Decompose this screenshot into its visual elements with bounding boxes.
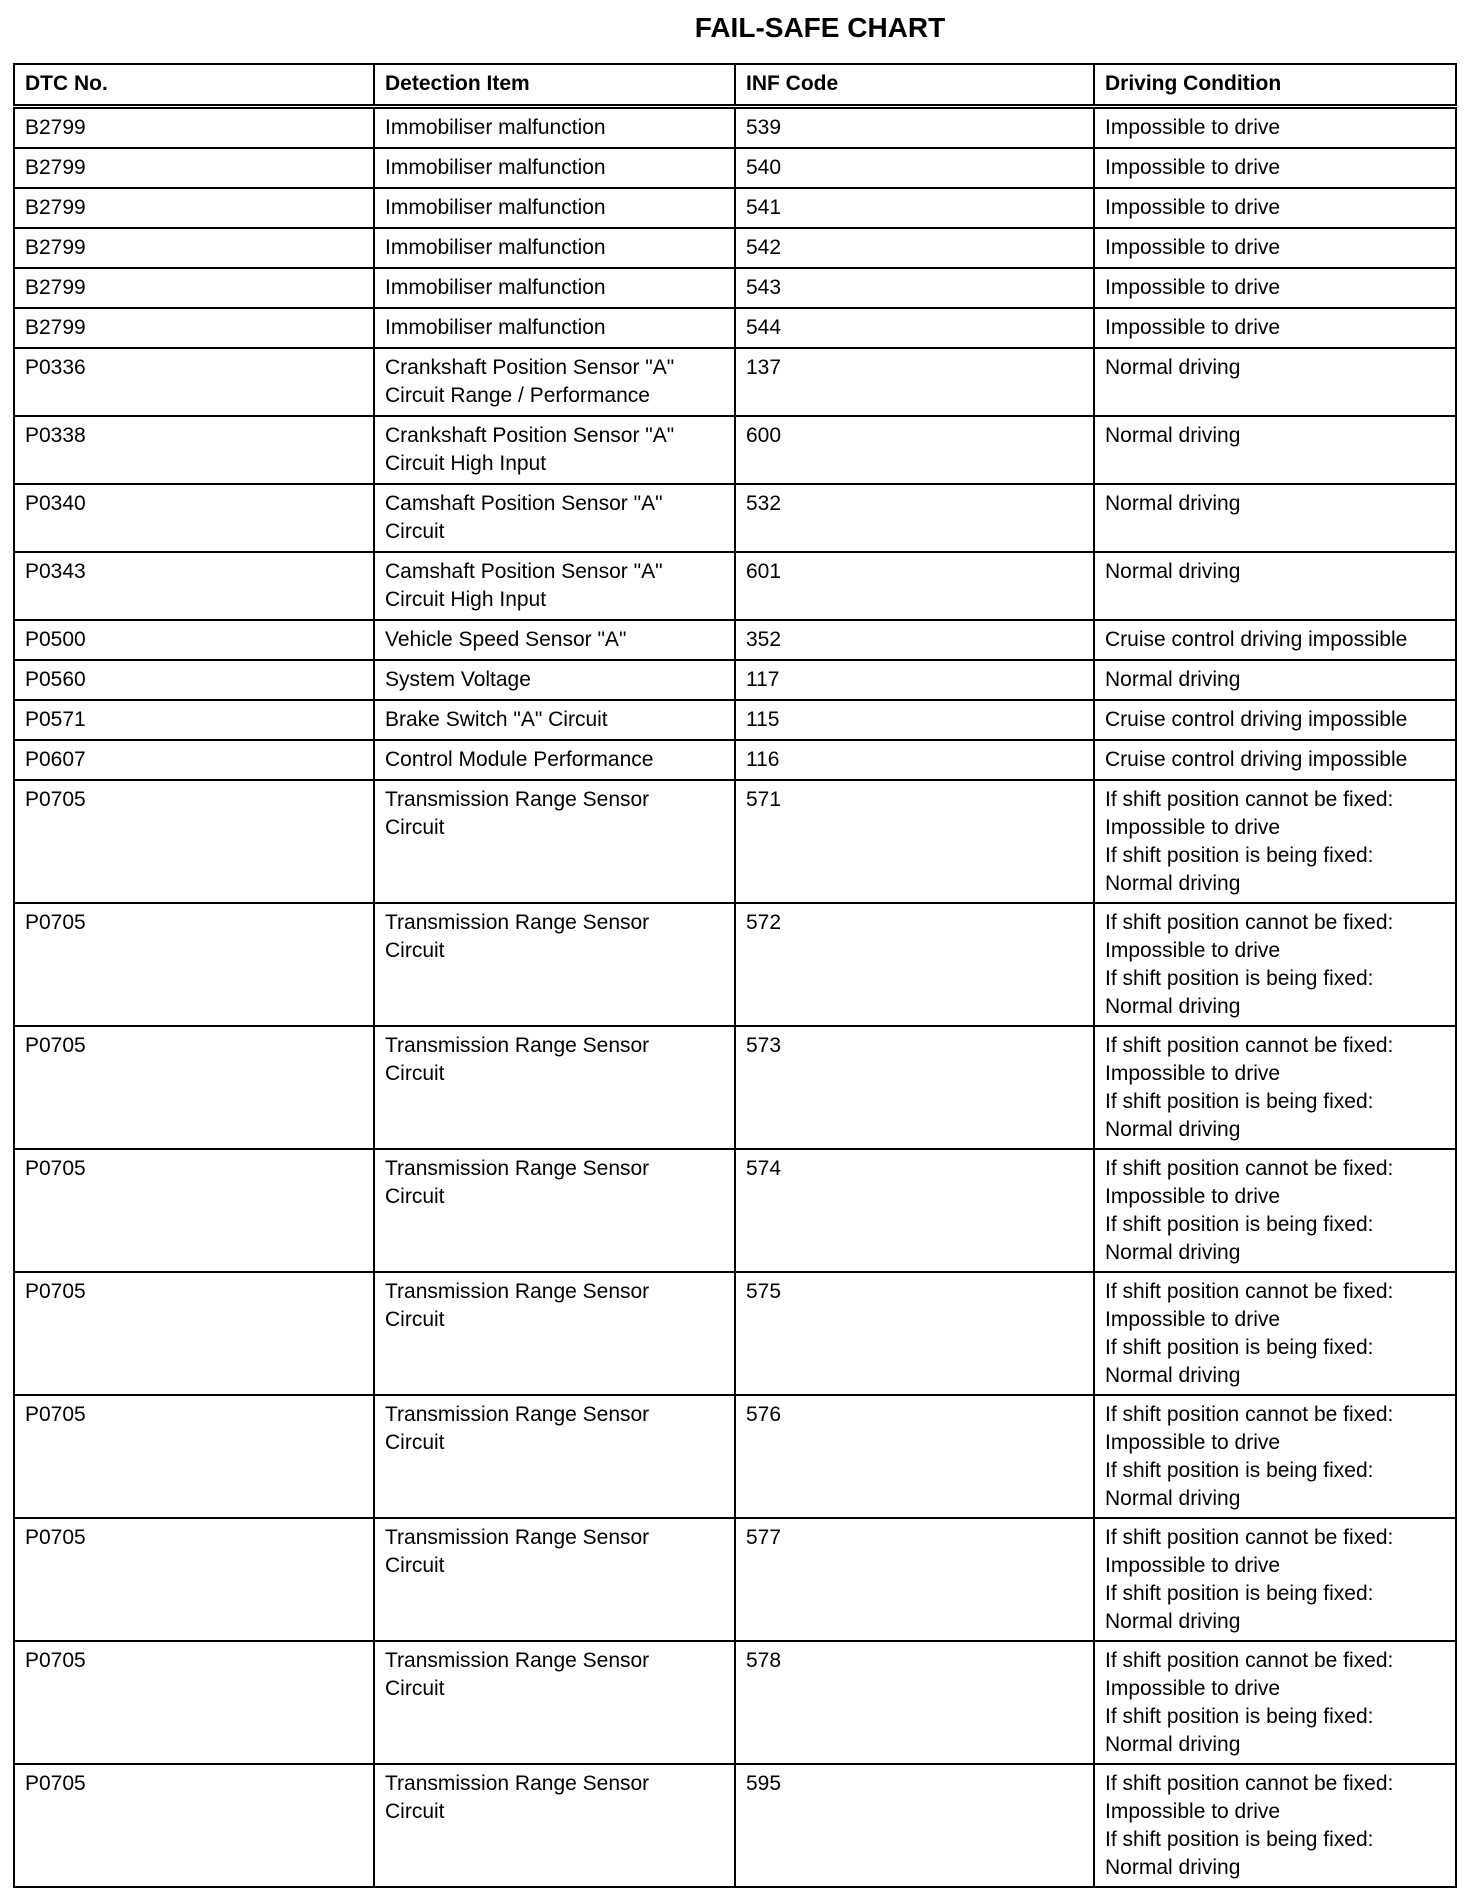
detection-item-cell [374, 740, 735, 780]
driving-condition-cell-line: Cruise control driving impossible [1105, 748, 1408, 771]
inf-code-cell: 577 [735, 1518, 1094, 1641]
driving-condition-cell-line: If shift position cannot be fixed: [1105, 911, 1394, 934]
inf-code-cell: 571 [735, 780, 1094, 903]
table-row [14, 1764, 1456, 1887]
driving-condition-cell-line: Normal driving [1105, 356, 1241, 379]
detection-item-cell-line: Transmission Range Sensor [385, 1772, 650, 1795]
driving-condition-cell-line: If shift position cannot be fixed: [1105, 1034, 1394, 1057]
driving-condition-cell [1094, 1149, 1456, 1272]
inf-code-cell: 117 [735, 660, 1094, 700]
inf-code-cell: 573 [735, 1026, 1094, 1149]
inf-code-cell: 542 [735, 228, 1094, 268]
table-row [14, 700, 1456, 740]
driving-condition-cell-line: Normal driving [1105, 1487, 1241, 1510]
detection-item-cell-line: Circuit [385, 1431, 445, 1454]
driving-condition-cell [1094, 740, 1456, 780]
driving-condition-cell-line: If shift position is being fixed: [1105, 1705, 1374, 1728]
detection-item-cell [374, 1026, 735, 1149]
detection-item-cell-line: System Voltage [385, 668, 531, 691]
table-row [14, 903, 1456, 1026]
detection-item-cell-line: Transmission Range Sensor [385, 788, 650, 811]
driving-condition-cell-line: Normal driving [1105, 668, 1241, 691]
inf-code-cell: 578 [735, 1641, 1094, 1764]
inf-code-cell: 352 [735, 620, 1094, 660]
driving-condition-cell-line: Normal driving [1105, 995, 1241, 1018]
table-row [14, 348, 1456, 416]
dtc-cell: B2799 [14, 308, 374, 348]
detection-item-cell-line: Immobiliser malfunction [385, 196, 606, 219]
driving-condition-cell [1094, 1518, 1456, 1641]
dtc-cell: P0571 [14, 700, 374, 740]
header-inf-code: INF Code [735, 64, 1094, 107]
table-row [14, 484, 1456, 552]
inf-code-cell: 576 [735, 1395, 1094, 1518]
detection-item-cell [374, 228, 735, 268]
driving-condition-cell-line: Impossible to drive [1105, 1431, 1281, 1454]
detection-item-cell-line: Transmission Range Sensor [385, 1280, 650, 1303]
driving-condition-cell [1094, 1395, 1456, 1518]
inf-code-cell: 115 [735, 700, 1094, 740]
detection-item-cell [374, 1764, 735, 1887]
dtc-cell: B2799 [14, 228, 374, 268]
dtc-cell: P0705 [14, 1149, 374, 1272]
dtc-cell: P0705 [14, 903, 374, 1026]
detection-item-cell [374, 780, 735, 903]
dtc-cell: B2799 [14, 268, 374, 308]
dtc-cell: B2799 [14, 188, 374, 228]
driving-condition-cell [1094, 660, 1456, 700]
detection-item-cell [374, 268, 735, 308]
detection-item-cell-line: Circuit [385, 1185, 445, 1208]
driving-condition-cell-line: Impossible to drive [1105, 1800, 1281, 1823]
driving-condition-cell-line: Normal driving [1105, 872, 1241, 895]
detection-item-cell-line: Circuit Range / Performance [385, 384, 650, 407]
detection-item-cell-line: Circuit [385, 1308, 445, 1331]
driving-condition-cell-line: Impossible to drive [1105, 1677, 1281, 1700]
dtc-cell: P0607 [14, 740, 374, 780]
detection-item-cell-line: Transmission Range Sensor [385, 911, 650, 934]
driving-condition-cell-line: Normal driving [1105, 424, 1241, 447]
dtc-cell: P0705 [14, 780, 374, 903]
driving-condition-cell-line: Normal driving [1105, 1241, 1241, 1264]
table-row [14, 620, 1456, 660]
driving-condition-cell-line: If shift position is being fixed: [1105, 1582, 1374, 1605]
driving-condition-cell-line: If shift position cannot be fixed: [1105, 1403, 1394, 1426]
detection-item-cell-line: Circuit [385, 1677, 445, 1700]
dtc-cell: B2799 [14, 148, 374, 188]
detection-item-cell [374, 484, 735, 552]
table-row [14, 660, 1456, 700]
fail-safe-table [13, 63, 1457, 1888]
detection-item-cell [374, 308, 735, 348]
dtc-cell: P0705 [14, 1026, 374, 1149]
driving-condition-cell-line: If shift position is being fixed: [1105, 1336, 1374, 1359]
detection-item-cell-line: Brake Switch "A" Circuit [385, 708, 608, 731]
detection-item-cell [374, 1395, 735, 1518]
driving-condition-cell-line: Normal driving [1105, 560, 1241, 583]
detection-item-cell-line: Circuit [385, 1800, 445, 1823]
inf-code-cell: 137 [735, 348, 1094, 416]
driving-condition-cell-line: Normal driving [1105, 1733, 1241, 1756]
table-row [14, 148, 1456, 188]
inf-code-cell: 532 [735, 484, 1094, 552]
driving-condition-cell [1094, 552, 1456, 620]
detection-item-cell [374, 1641, 735, 1764]
detection-item-cell [374, 1518, 735, 1641]
detection-item-cell-line: Circuit [385, 1062, 445, 1085]
driving-condition-cell [1094, 484, 1456, 552]
driving-condition-cell-line: Impossible to drive [1105, 939, 1281, 962]
inf-code-cell: 539 [735, 107, 1094, 149]
table-row [14, 1149, 1456, 1272]
detection-item-cell [374, 1149, 735, 1272]
detection-item-cell [374, 1272, 735, 1395]
detection-item-cell [374, 700, 735, 740]
table-row [14, 740, 1456, 780]
dtc-cell: P0340 [14, 484, 374, 552]
dtc-cell: P0705 [14, 1518, 374, 1641]
inf-code-cell: 575 [735, 1272, 1094, 1395]
table-row [14, 1026, 1456, 1149]
dtc-cell: P0560 [14, 660, 374, 700]
driving-condition-cell [1094, 1026, 1456, 1149]
detection-item-cell [374, 348, 735, 416]
driving-condition-cell-line: Impossible to drive [1105, 1185, 1281, 1208]
detection-item-cell-line: Control Module Performance [385, 748, 654, 771]
dtc-cell: P0705 [14, 1395, 374, 1518]
table-row [14, 107, 1456, 149]
driving-condition-cell [1094, 416, 1456, 484]
header-dtc: DTC No. [14, 64, 374, 107]
driving-condition-cell-line: Cruise control driving impossible [1105, 628, 1408, 651]
detection-item-cell [374, 620, 735, 660]
table-row [14, 308, 1456, 348]
driving-condition-cell-line: If shift position is being fixed: [1105, 1459, 1374, 1482]
table-row [14, 1272, 1456, 1395]
detection-item-cell-line: Transmission Range Sensor [385, 1157, 650, 1180]
detection-item-cell [374, 660, 735, 700]
driving-condition-cell [1094, 1272, 1456, 1395]
driving-condition-cell [1094, 903, 1456, 1026]
driving-condition-cell-line: Impossible to drive [1105, 196, 1281, 219]
table-row [14, 268, 1456, 308]
driving-condition-cell-line: Normal driving [1105, 1856, 1241, 1879]
driving-condition-cell-line: If shift position cannot be fixed: [1105, 1649, 1394, 1672]
inf-code-cell: 541 [735, 188, 1094, 228]
driving-condition-cell [1094, 107, 1456, 149]
table-row [14, 552, 1456, 620]
dtc-cell: P0705 [14, 1272, 374, 1395]
driving-condition-cell-line: Cruise control driving impossible [1105, 708, 1408, 731]
driving-condition-cell-line: Impossible to drive [1105, 1062, 1281, 1085]
detection-item-cell-line: Immobiliser malfunction [385, 156, 606, 179]
detection-item-cell-line: Crankshaft Position Sensor "A" [385, 356, 675, 379]
table-row [14, 1518, 1456, 1641]
driving-condition-cell-line: If shift position is being fixed: [1105, 1828, 1374, 1851]
detection-item-cell-line: Circuit High Input [385, 588, 547, 611]
inf-code-cell: 543 [735, 268, 1094, 308]
dtc-cell: P0336 [14, 348, 374, 416]
driving-condition-cell [1094, 780, 1456, 903]
driving-condition-cell [1094, 1764, 1456, 1887]
detection-item-cell-line: Camshaft Position Sensor "A" [385, 492, 663, 515]
driving-condition-cell [1094, 1641, 1456, 1764]
table-header-row [14, 64, 1456, 107]
inf-code-cell: 574 [735, 1149, 1094, 1272]
dtc-cell: P0500 [14, 620, 374, 660]
inf-code-cell: 116 [735, 740, 1094, 780]
table-row [14, 188, 1456, 228]
table-row [14, 1641, 1456, 1764]
detection-item-cell-line: Circuit High Input [385, 452, 547, 475]
driving-condition-cell-line: Normal driving [1105, 1364, 1241, 1387]
detection-item-cell-line: Circuit [385, 520, 445, 543]
driving-condition-cell [1094, 148, 1456, 188]
driving-condition-cell-line: If shift position cannot be fixed: [1105, 1772, 1394, 1795]
dtc-cell: P0338 [14, 416, 374, 484]
driving-condition-cell-line: Impossible to drive [1105, 276, 1281, 299]
detection-item-cell [374, 903, 735, 1026]
detection-item-cell-line: Transmission Range Sensor [385, 1034, 650, 1057]
inf-code-cell: 544 [735, 308, 1094, 348]
detection-item-cell-line: Circuit [385, 816, 445, 839]
detection-item-cell-line: Immobiliser malfunction [385, 236, 606, 259]
detection-item-cell [374, 107, 735, 149]
detection-item-cell [374, 188, 735, 228]
driving-condition-cell-line: If shift position is being fixed: [1105, 1090, 1374, 1113]
table-row [14, 780, 1456, 903]
driving-condition-cell-line: Impossible to drive [1105, 1554, 1281, 1577]
driving-condition-cell-line: If shift position is being fixed: [1105, 1213, 1374, 1236]
driving-condition-cell-line: Impossible to drive [1105, 816, 1281, 839]
driving-condition-cell [1094, 228, 1456, 268]
driving-condition-cell-line: If shift position is being fixed: [1105, 967, 1374, 990]
inf-code-cell: 595 [735, 1764, 1094, 1887]
driving-condition-cell [1094, 268, 1456, 308]
dtc-cell: P0343 [14, 552, 374, 620]
driving-condition-cell-line: Impossible to drive [1105, 1308, 1281, 1331]
driving-condition-cell-line: Normal driving [1105, 492, 1241, 515]
detection-item-cell-line: Transmission Range Sensor [385, 1649, 650, 1672]
driving-condition-cell-line: If shift position cannot be fixed: [1105, 1526, 1394, 1549]
detection-item-cell-line: Immobiliser malfunction [385, 116, 606, 139]
detection-item-cell-line: Transmission Range Sensor [385, 1403, 650, 1426]
dtc-cell: P0705 [14, 1764, 374, 1887]
driving-condition-cell-line: Impossible to drive [1105, 316, 1281, 339]
detection-item-cell-line: Vehicle Speed Sensor "A" [385, 628, 627, 651]
detection-item-cell-line: Immobiliser malfunction [385, 316, 606, 339]
inf-code-cell: 600 [735, 416, 1094, 484]
detection-item-cell [374, 148, 735, 188]
page-title: FAIL-SAFE CHART [694, 12, 946, 43]
driving-condition-cell-line: Normal driving [1105, 1118, 1241, 1141]
dtc-cell: B2799 [14, 107, 374, 149]
driving-condition-cell [1094, 348, 1456, 416]
header-detection-item: Detection Item [374, 64, 735, 107]
driving-condition-cell-line: If shift position cannot be fixed: [1105, 1280, 1394, 1303]
inf-code-cell: 540 [735, 148, 1094, 188]
header-driving-condition: Driving Condition [1094, 64, 1456, 107]
detection-item-cell-line: Circuit [385, 1554, 445, 1577]
driving-condition-cell [1094, 700, 1456, 740]
detection-item-cell-line: Immobiliser malfunction [385, 276, 606, 299]
detection-item-cell-line: Crankshaft Position Sensor "A" [385, 424, 675, 447]
inf-code-cell: 601 [735, 552, 1094, 620]
driving-condition-cell-line: If shift position cannot be fixed: [1105, 788, 1394, 811]
driving-condition-cell [1094, 188, 1456, 228]
driving-condition-cell-line: If shift position is being fixed: [1105, 844, 1374, 867]
detection-item-cell-line: Camshaft Position Sensor "A" [385, 560, 663, 583]
driving-condition-cell [1094, 308, 1456, 348]
detection-item-cell [374, 416, 735, 484]
table-row [14, 1395, 1456, 1518]
driving-condition-cell-line: Normal driving [1105, 1610, 1241, 1633]
table-row [14, 228, 1456, 268]
table-row [14, 416, 1456, 484]
detection-item-cell-line: Transmission Range Sensor [385, 1526, 650, 1549]
driving-condition-cell [1094, 620, 1456, 660]
driving-condition-cell-line: Impossible to drive [1105, 156, 1281, 179]
detection-item-cell-line: Circuit [385, 939, 445, 962]
driving-condition-cell-line: Impossible to drive [1105, 116, 1281, 139]
driving-condition-cell-line: Impossible to drive [1105, 236, 1281, 259]
inf-code-cell: 572 [735, 903, 1094, 1026]
driving-condition-cell-line: If shift position cannot be fixed: [1105, 1157, 1394, 1180]
dtc-cell: P0705 [14, 1641, 374, 1764]
detection-item-cell [374, 552, 735, 620]
